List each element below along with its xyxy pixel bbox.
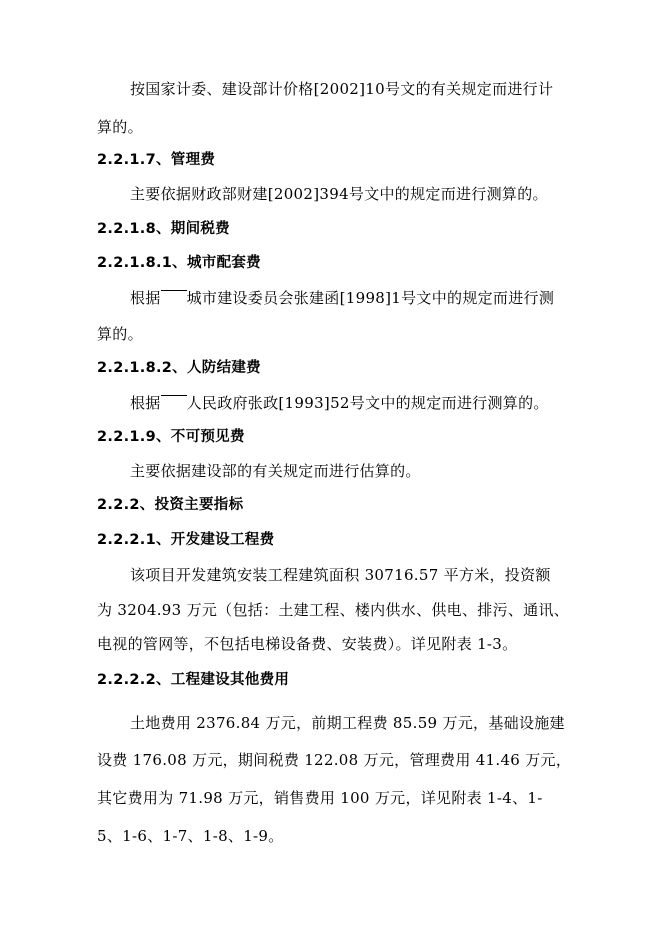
paragraph-line: 算的。 [97,118,143,136]
paragraph-line [130,393,549,413]
section-heading: 2.2.1.9、不可预见费 [97,429,245,445]
paragraph-text: 人民政府张政[1993]52号文中的规定而进行测算的。 [186,394,549,412]
section-heading: 2.2.1.8.1、城市配套费 [97,255,261,271]
blank-underline [161,290,187,291]
section-heading: 2.2.1.8.2、人防结建费 [97,360,261,376]
paragraph-line: 设费 176.08 万元，期间税费 122.08 万元，管理费用 41.46 万元， [97,751,572,769]
paragraph-text: 城市建设委员会张建函[1998]1号文中的规定而进行测 [186,289,555,307]
paragraph-line: 主要依据建设部的有关规定而进行估算的。 [130,462,421,480]
section-heading: 2.2.2、投资主要指标 [97,497,244,513]
paragraph-line [130,288,554,308]
section-heading: 2.2.2.2、工程建设其他费用 [97,672,290,688]
paragraph-line: 按国家计委、建设部计价格[2002]10号文的有关规定而进行计 [130,80,554,98]
paragraph-prefix: 根据 [130,394,161,412]
paragraph-line: 主要依据财政部财建[2002]394号文中的规定而进行测算的。 [130,185,548,203]
section-heading: 2.2.1.7、管理费 [97,152,216,168]
paragraph-prefix: 根据 [130,289,161,307]
paragraph-line: 算的。 [97,325,143,343]
section-heading: 2.2.2.1、开发建设工程费 [97,532,275,548]
paragraph-line: 5、1-6、1-7、1-8、1-9。 [97,827,284,845]
paragraph-line: 该项目开发建筑安装工程建筑面积 30716.57 平方米，投资额 [130,566,551,584]
paragraph-line: 电视的管网等，不包括电梯设备费、安装费）。详见附表 1-3。 [97,635,518,653]
paragraph-line: 其它费用为 71.98 万元，销售费用 100 万元，详见附表 1-4、1- [97,789,543,807]
blank-underline [161,395,187,396]
section-heading: 2.2.1.8、期间税费 [97,221,230,237]
paragraph-line: 土地费用 2376.84 万元，前期工程费 85.59 万元，基础设施建 [130,714,565,732]
paragraph-line: 为 3204.93 万元（包括：土建工程、楼内供水、供电、排污、通讯、 [97,601,570,619]
